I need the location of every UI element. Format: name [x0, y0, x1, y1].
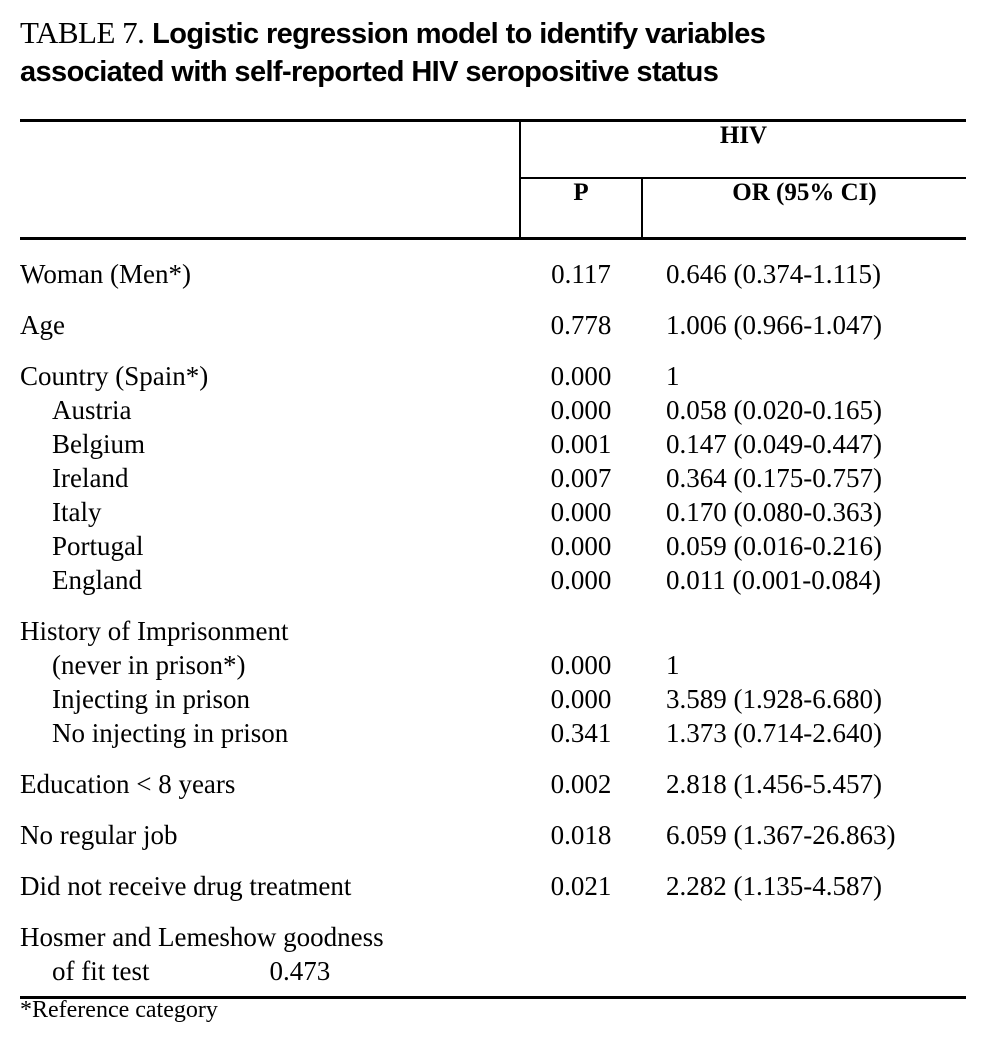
row-odds-ratio: 1 [666, 361, 680, 391]
row-label: Injecting in prison [52, 684, 250, 714]
row-odds-ratio: 2.282 (1.135-4.587) [666, 871, 882, 901]
header-row-columns [20, 178, 966, 239]
row-p-value: 0.341 [550, 718, 612, 748]
table-row [20, 648, 966, 682]
row-odds-ratio: 0.058 (0.020-0.165) [666, 395, 882, 425]
row-label: England [52, 565, 142, 595]
row-label: No regular job [20, 820, 178, 850]
header-empty-cell [20, 178, 520, 239]
row-odds-ratio: 1.006 (0.966-1.047) [666, 310, 882, 340]
row-p-value: 0.002 [550, 769, 612, 799]
row-p-value: 0.000 [550, 565, 612, 595]
row-p-value: 0.000 [550, 650, 612, 680]
row-label: Woman (Men*) [20, 259, 192, 289]
table-title-line-2: associated with self-reported HIV seropositive status [20, 56, 719, 88]
table-row [20, 393, 966, 427]
row-p-value: 0.117 [551, 259, 611, 289]
row-label: Country (Spain*) [20, 361, 209, 391]
header-p: P [520, 178, 642, 239]
row-p-value: 0.001 [550, 429, 612, 459]
table-row [20, 495, 966, 529]
row-label: (never in prison*) [52, 650, 246, 680]
goodness-of-fit-line-1: Hosmer and Lemeshow goodness [20, 922, 384, 952]
row-p-value: 0.000 [550, 684, 612, 714]
table-row [20, 767, 966, 801]
table-row [20, 308, 966, 342]
row-odds-ratio: 1.373 (0.714-2.640) [666, 718, 882, 748]
header-row-group [20, 122, 966, 178]
row-label: Portugal [52, 531, 144, 561]
row-odds-ratio: 2.818 (1.456-5.457) [666, 769, 882, 799]
header-or: OR (95% CI) [642, 178, 966, 239]
table-number: TABLE 7. [20, 15, 145, 50]
goodness-of-fit-row-2 [20, 954, 966, 988]
table-row [20, 563, 966, 597]
row-odds-ratio: 0.170 (0.080-0.363) [666, 497, 882, 527]
table-row [20, 461, 966, 495]
row-label: Italy [52, 497, 102, 527]
table-row [20, 359, 966, 393]
row-p-value: 0.000 [550, 395, 612, 425]
row-odds-ratio: 0.364 (0.175-0.757) [666, 463, 882, 493]
header-empty-cell [20, 122, 520, 178]
row-p-value: 0.000 [550, 361, 612, 391]
row-p-value: 0.778 [550, 310, 612, 340]
table-row [20, 716, 966, 750]
row-odds-ratio: 1 [666, 650, 680, 680]
table-title [20, 14, 966, 91]
goodness-of-fit-value: 0.473 [269, 956, 331, 986]
row-odds-ratio: 0.147 (0.049-0.447) [666, 429, 882, 459]
row-p-value: 0.018 [550, 820, 612, 850]
table-row [20, 682, 966, 716]
row-label: Ireland [52, 463, 129, 493]
row-p-value: 0.007 [550, 463, 612, 493]
row-label: Austria [52, 395, 132, 425]
table-row [20, 257, 966, 291]
table-row [20, 529, 966, 563]
header-hiv: HIV [520, 122, 966, 178]
row-odds-ratio [642, 614, 966, 648]
row-p-value [520, 614, 642, 648]
row-odds-ratio: 3.589 (1.928-6.680) [666, 684, 882, 714]
table-row [20, 869, 966, 903]
row-odds-ratio: 6.059 (1.367-26.863) [666, 820, 896, 850]
table-title-line-1: Logistic regression model to identify variables [152, 18, 766, 50]
table-row [20, 818, 966, 852]
table-row [20, 614, 966, 648]
regression-table [20, 119, 966, 999]
row-label: Belgium [52, 429, 145, 459]
footnote: *Reference category [20, 997, 218, 1023]
row-p-value: 0.000 [550, 531, 612, 561]
row-label: History of Imprisonment [20, 616, 289, 646]
row-label: Education < 8 years [20, 769, 236, 799]
row-label: Age [20, 310, 65, 340]
row-label: Did not receive drug treatment [20, 871, 352, 901]
goodness-of-fit-line-2 [20, 954, 966, 988]
row-p-value: 0.000 [550, 497, 612, 527]
row-label: No injecting in prison [52, 718, 289, 748]
goodness-of-fit-label: of fit test [52, 956, 150, 986]
goodness-of-fit-row [20, 920, 966, 954]
row-odds-ratio: 0.646 (0.374-1.115) [666, 259, 881, 289]
row-odds-ratio: 0.059 (0.016-0.216) [666, 531, 882, 561]
row-p-value: 0.021 [550, 871, 612, 901]
row-odds-ratio: 0.011 (0.001-0.084) [666, 565, 881, 595]
table-page [20, 14, 966, 986]
table-row [20, 427, 966, 461]
